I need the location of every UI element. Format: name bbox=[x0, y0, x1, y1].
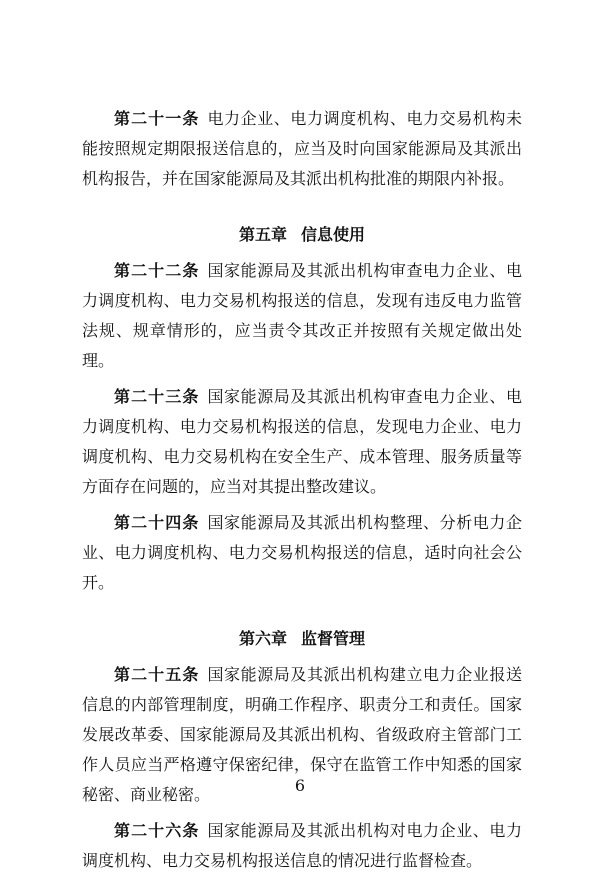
article-21-text: 电力企业、电力调度机构、电力交易机构未能按照规定期限报送信息的，应当及时向国家能源局及其派出机构报告，并在国家能源局及其派出机构批准的期限内补报。 bbox=[82, 109, 522, 188]
article-25-text: 国家能源局及其派出机构建立电力企业报送信息的内部管理制度，明确工作程序、职责分工和责任。国家发展改革委、国家能源局及其派出机构、省级政府主管部门工作人员应当严格遵守保密纪律，保守在监管工作中知悉的国家秘密、商业秘密。 bbox=[82, 665, 522, 804]
article-23-label: 第二十三条 bbox=[114, 387, 200, 406]
article-26-text: 国家能源局及其派出机构对电力企业、电力调度机构、电力交易机构报送信息的情况进行监督检查。 bbox=[82, 821, 522, 870]
article-24-label: 第二十四条 bbox=[114, 513, 200, 532]
chapter-6-name: 监督管理 bbox=[301, 629, 366, 648]
article-24-text: 国家能源局及其派出机构整理、分析电力企业、电力调度机构、电力交易机构报送的信息，适时向社会公开。 bbox=[82, 513, 522, 592]
article-26 bbox=[82, 816, 522, 876]
chapter-5-name: 信息使用 bbox=[301, 225, 366, 244]
article-22 bbox=[82, 256, 522, 376]
chapter-5-number: 第五章 bbox=[238, 225, 287, 244]
chapter-6-heading bbox=[82, 624, 522, 654]
article-23 bbox=[82, 382, 522, 502]
article-21-label: 第二十一条 bbox=[114, 109, 200, 128]
article-23-text: 国家能源局及其派出机构审查电力企业、电力调度机构、电力交易机构报送的信息，发现电力企业、电力调度机构、电力交易机构在安全生产、成本管理、服务质量等方面存在问题的，应当对其提出整改建议。 bbox=[82, 387, 522, 496]
article-25-label: 第二十五条 bbox=[114, 665, 200, 684]
chapter-5-heading bbox=[82, 220, 522, 250]
article-26-label: 第二十六条 bbox=[114, 821, 200, 840]
article-22-text: 国家能源局及其派出机构审查电力企业、电力调度机构、电力交易机构报送的信息，发现有违反电力监管法规、规章情形的，应当责令其改正并按照有关规定做出处理。 bbox=[82, 261, 522, 370]
page-number: 6 bbox=[294, 776, 306, 795]
document-body bbox=[82, 104, 522, 876]
article-21 bbox=[82, 104, 522, 194]
article-22-label: 第二十二条 bbox=[114, 261, 200, 280]
article-24 bbox=[82, 508, 522, 598]
chapter-6-number: 第六章 bbox=[238, 629, 287, 648]
